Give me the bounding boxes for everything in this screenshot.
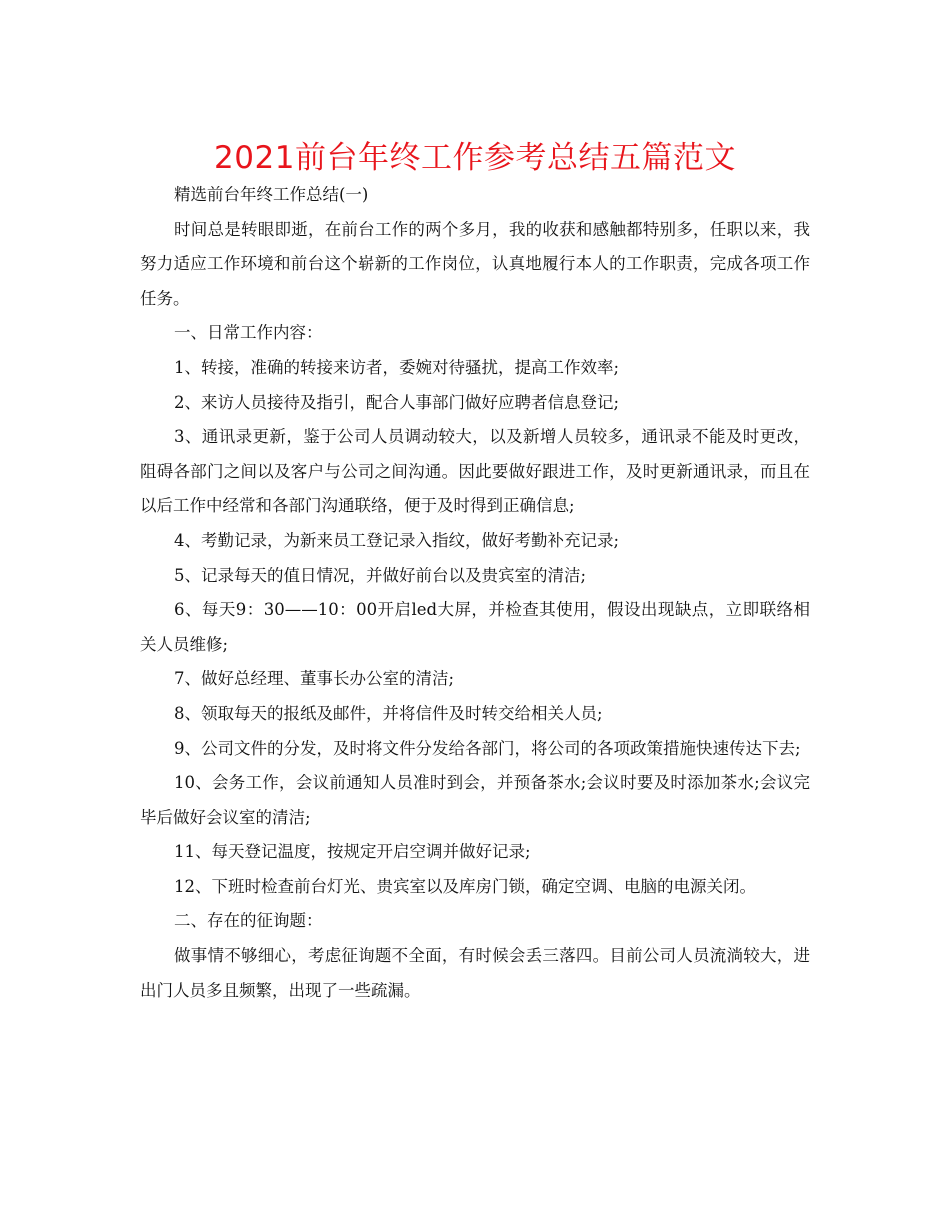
paragraph-item-1: 1、转接，准确的转接来访者，委婉对待骚扰，提高工作效率; — [174, 357, 620, 377]
paragraph-item-11: 11、每天登记温度，按规定开启空调并做好记录; — [174, 842, 531, 862]
paragraph-item-7: 7、做好总经理、董事长办公室的清洁; — [174, 669, 455, 689]
paragraph-item-2: 2、来访人员接待及指引，配合人事部门做好应聘者信息登记; — [174, 392, 620, 412]
paragraph-item-4: 4、考勤记录，为新来员工登记录入指纹，做好考勤补充记录; — [174, 530, 620, 550]
document-body — [140, 178, 810, 1008]
paragraph-item-8: 8、领取每天的报纸及邮件，并将信件及时转交给相关人员; — [174, 703, 603, 723]
paragraph-item-10: 10、会务工作，会议前通知人员准时到会，并预备茶水;会议时要及时添加茶水;会议完毕后做好会议室的清洁; — [140, 773, 810, 827]
document-title: 2021前台年终工作参考总结五篇范文 — [214, 140, 736, 176]
paragraph-issues-heading: 二、存在的征询题： — [174, 911, 323, 931]
paragraph-item-6: 6、每天9：30——10：00开启led大屏，并检查其使用，假设出现缺点，立即联络相关人员维修; — [140, 600, 810, 654]
paragraph-daily-work-heading: 一、日常工作内容： — [174, 323, 323, 343]
paragraph-issues-body: 做事情不够细心，考虑征询题不全面，有时候会丢三落四。目前公司人员流淌较大，进出门人员多且频繁，出现了一些疏漏。 — [140, 946, 810, 1000]
paragraph-item-5: 5、记录每天的值日情况，并做好前台以及贵宾室的清洁; — [174, 565, 587, 585]
paragraph-intro: 时间总是转眼即逝，在前台工作的两个多月，我的收获和感触都特别多，任职以来，我努力适应工作环境和前台这个崭新的工作岗位，认真地履行本人的工作职责，完成各项工作任务。 — [140, 219, 810, 308]
paragraph-item-9: 9、公司文件的分发，及时将文件分发给各部门，将公司的各项政策措施快速传达下去; — [174, 738, 801, 758]
paragraph-item-3: 3、通讯录更新，鉴于公司人员调动较大，以及新增人员较多，通讯录不能及时更改，阻碍各部门之间以及客户与公司之间沟通。因此要做好跟进工作，及时更新通讯录，而且在以后工作中经常和各部门沟通联络，便于及时得到正确信息; — [140, 427, 810, 516]
paragraph-section-heading: 精选前台年终工作总结(一) — [174, 185, 369, 204]
paragraph-item-12: 12、下班时检查前台灯光、贵宾室以及库房门锁，确定空调、电脑的电源关闭。 — [174, 876, 756, 896]
